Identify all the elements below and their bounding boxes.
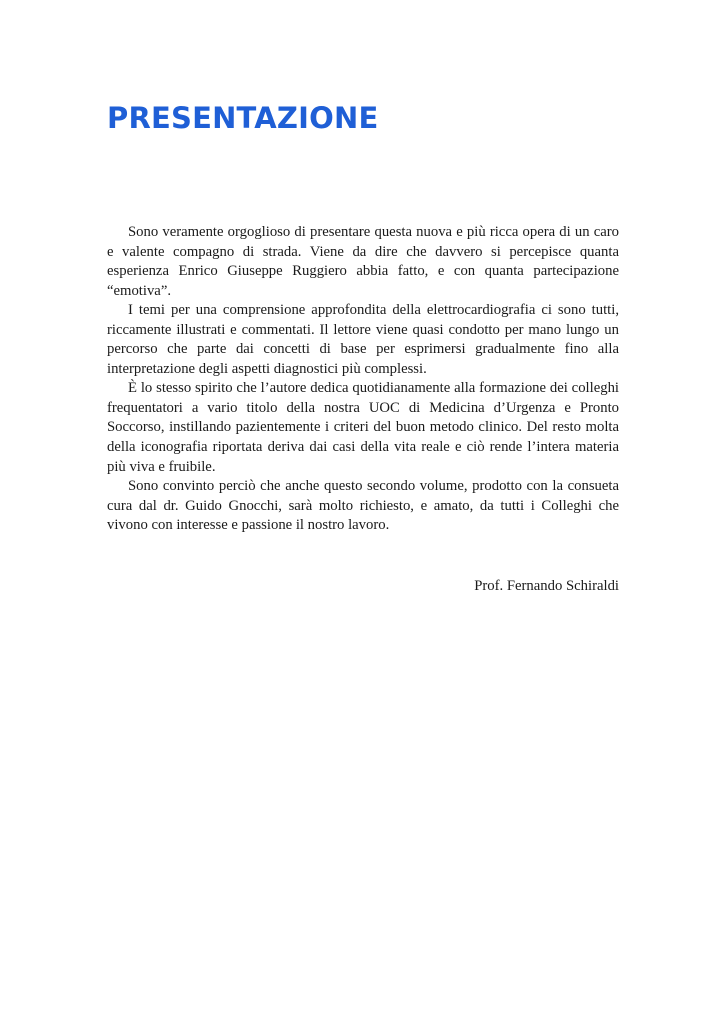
signature: Prof. Fernando Schiraldi (474, 578, 619, 594)
paragraph-3: È lo stesso spirito che l’autore dedica quotidianamente alla formazione dei colleghi frequentatori a vario titolo della nostra UOC di Medicina d’Urgenza e Pronto Soccorso, instillando pazientemente i criteri del buon metodo clinico. Del resto molta della iconografia riportata deriva dai casi della vita reale e ciò rende l’intera materia più viva e fruibile. (107, 380, 619, 475)
page-title: PRESENTAZIONE (107, 101, 379, 135)
paragraph-1: Sono veramente orgoglioso di presentare questa nuova e più ricca opera di un caro e valente compagno di strada. Viene da dire che davvero si percepisce quanta esperienza Enrico Giuseppe Ruggiero abbia fatto, e con quanta partecipazione “emotiva”. (107, 224, 619, 299)
body-text (107, 223, 619, 536)
paragraph-2: I temi per una comprensione approfondita della elettrocardiografia ci sono tutti, riccamente illustrati e commentati. Il lettore viene quasi condotto per mano lungo un percorso che parte dai concetti di base per esprimersi gradualmente fino alla interpretazione degli aspetti diagnostici più complessi. (107, 302, 619, 377)
paragraph-4: Sono convinto perciò che anche questo secondo volume, prodotto con la consueta cura dal dr. Guido Gnocchi, sarà molto richiesto, e amato, da tutti i Colleghi che vivono con interesse e passione il nostro lavoro. (107, 478, 619, 534)
